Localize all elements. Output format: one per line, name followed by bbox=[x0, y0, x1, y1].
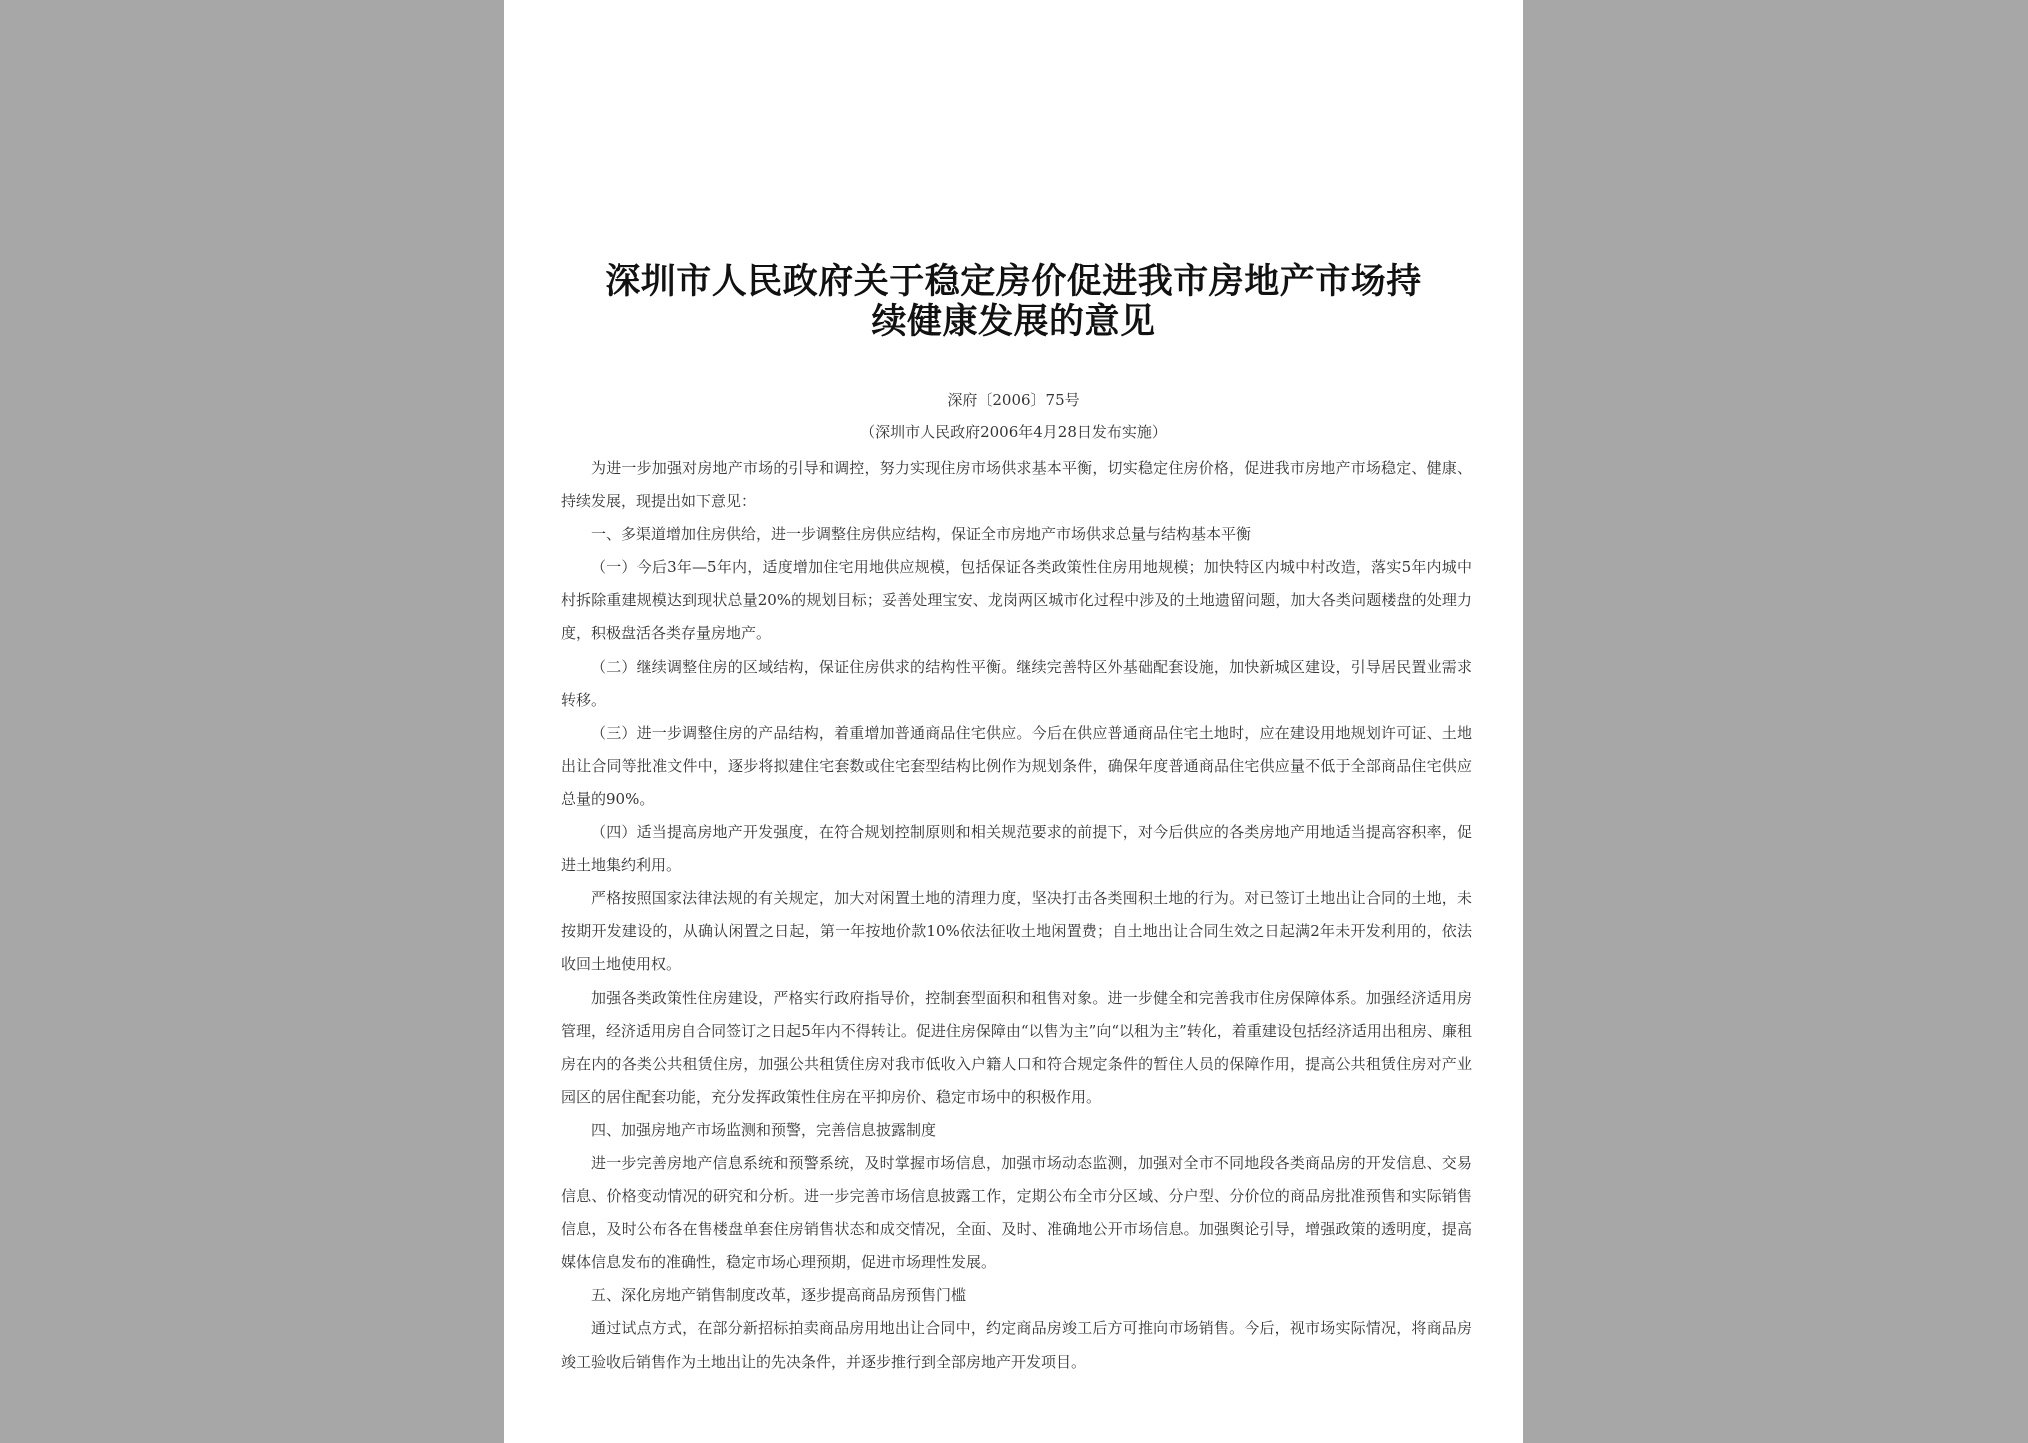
paragraph-item-1: （一）今后3年—5年内，适度增加住宅用地供应规模，包括保证各类政策性住房用地规模；加快特区内城中村改造，落实5年内城中村拆除重建规模达到现状总量20%的规划目标；妥善处理宝安、龙岗两区城市化过程中涉及的土地遗留问题，加大各类问题楼盘的处理力度，积极盘活各类存量房地产。 bbox=[561, 558, 1472, 643]
paragraph-item-2: （二）继续调整住房的区域结构，保证住房供求的结构性平衡。继续完善特区外基础配套设施，加快新城区建设，引导居民置业需求转移。 bbox=[561, 657, 1472, 709]
paragraph-policy-housing: 加强各类政策性住房建设，严格实行政府指导价，控制套型面积和租售对象。进一步健全和完善我市住房保障体系。加强经济适用房管理，经济适用房自合同签订之日起5年内不得转让。促进住房保障由“以售为主”向“以租为主”转化，着重建设包括经济适用出租房、廉租房在内的各类公共租赁住房，加强公共租赁住房对我市低收入户籍人口和符合规定条件的暂住人员的保障作用，提高公共租赁住房对产业园区的居住配套功能，充分发挥政策性住房在平抑房价、稳定市场中的积极作用。 bbox=[561, 988, 1472, 1106]
paragraph-item-3: （三）进一步调整住房的产品结构，着重增加普通商品住宅供应。今后在供应普通商品住宅土地时，应在建设用地规划许可证、土地出让合同等批准文件中，逐步将拟建住宅套数或住宅套型结构比例作为规划条件，确保年度普通商品住宅供应量不低于全部商品住宅供应总量的90%。 bbox=[561, 723, 1472, 808]
document-title-line-1: 深圳市人民政府关于稳定房价促进我市房地产市场持 bbox=[605, 262, 1422, 302]
paragraph-market-info: 进一步完善房地产信息系统和预警系统，及时掌握市场信息，加强市场动态监测，加强对全市不同地段各类商品房的开发信息、交易信息、价格变动情况的研究和分析。进一步完善市场信息披露工作，定期公布全市分区域、分户型、分价位的商品房批准预售和实际销售信息，及时公布各在售楼盘单套住房销售状态和成交情况，全面、及时、准确地公开市场信息。加强舆论引导，增强政策的透明度，提高媒体信息发布的准确性，稳定市场心理预期，促进市场理性发展。 bbox=[561, 1153, 1472, 1272]
document-title bbox=[504, 262, 1523, 342]
section-heading-4: 四、加强房地产市场监测和预警，完善信息披露制度 bbox=[591, 1120, 937, 1139]
document-number: 深府〔2006〕75号 bbox=[947, 391, 1080, 409]
document-body bbox=[561, 452, 1472, 1379]
document-title-line-2: 续健康发展的意见 bbox=[871, 302, 1156, 342]
section-heading-1: 一、多渠道增加住房供给，进一步调整住房供应结构，保证全市房地产市场供求总量与结构基本平衡 bbox=[591, 525, 1252, 544]
paragraph-item-4: （四）适当提高房地产开发强度，在符合规划控制原则和相关规范要求的前提下，对今后供应的各类房地产用地适当提高容积率，促进土地集约利用。 bbox=[561, 823, 1472, 875]
section-heading-5: 五、深化房地产销售制度改革，逐步提高商品房预售门槛 bbox=[591, 1286, 967, 1305]
issue-note: （深圳市人民政府2006年4月28日发布实施） bbox=[860, 423, 1167, 441]
document-page bbox=[504, 0, 1523, 1443]
paragraph-presale: 通过试点方式，在部分新招标拍卖商品房用地出让合同中，约定商品房竣工后方可推向市场销售。今后，视市场实际情况，将商品房竣工验收后销售作为土地出让的先决条件，并逐步推行到全部房地产开发项目。 bbox=[561, 1319, 1472, 1371]
paragraph-intro: 为进一步加强对房地产市场的引导和调控，努力实现住房市场供求基本平衡，切实稳定住房价格，促进我市房地产市场稳定、健康、持续发展，现提出如下意见： bbox=[561, 459, 1472, 511]
paragraph-idle-land: 严格按照国家法律法规的有关规定，加大对闲置土地的清理力度，坚决打击各类囤积土地的行为。对已签订土地出让合同的土地，未按期开发建设的，从确认闲置之日起，第一年按地价款10%依法征收土地闲置费；自土地出让合同生效之日起满2年未开发利用的，依法收回土地使用权。 bbox=[561, 889, 1472, 974]
